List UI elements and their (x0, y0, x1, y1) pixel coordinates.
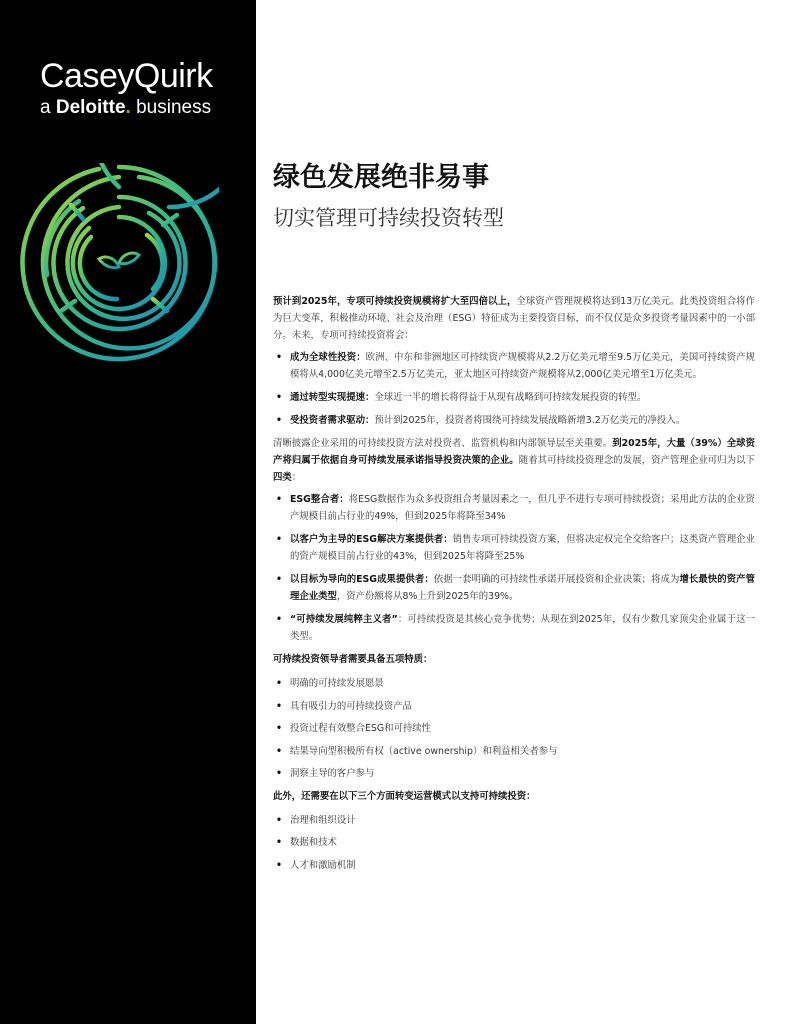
maze-sprout-illustration (19, 163, 219, 363)
list-item: • 成为全球性投资：欧洲、中东和非洲地区可持续资产规模将从2.2万亿美元增至9.5万亿美元，美国可持续资产规模将从4,000亿美元增至2.5万亿美元，亚太地区可持续资产规模将从2,000亿美元增至1万亿美元。 (273, 349, 755, 383)
list-item: • 人才和激励机制 (273, 857, 755, 874)
list-item: • 洞察主导的客户参与 (273, 765, 755, 782)
page-title: 绿色发展绝非易事 (273, 162, 489, 193)
list-item: • 受投资者需求驱动：预计到2025年，投资者将围绕可持续发展战略新增3.2万亿美元的净投入。 (273, 412, 755, 429)
leader-traits-list (273, 675, 755, 782)
categories-intro-paragraph: 清晰披露企业采用的可持续投资方法对投资者、监管机构和内部领导层至关重要。到2025年，大量（39%）全球资产将归属于依据自身可持续发展承诺指导投资决策的企业。随着其可持续投资理念的发展，资产管理企业可归为以下四类： (273, 438, 755, 483)
leaders-heading: 可持续投资领导者需要具备五项特质： (273, 654, 433, 665)
list-item: • ESG整合者：将ESG数据作为众多投资组合考量因素之一，但几乎不进行专项可持续投资；采用此方法的企业资产规模目前占行业的49%，但到2025年将降至34% (273, 491, 755, 525)
list-item: • 明确的可持续发展愿景 (273, 675, 755, 692)
list-item: • 具有吸引力的可持续投资产品 (273, 698, 755, 715)
sidebar-panel (0, 0, 256, 1024)
brand-logo-tagline: a Deloitte. business (40, 97, 212, 118)
list-item: • 通过转型实现提速：全球近一半的增长将得益于从现有战略到可持续发展投资的转型。 (273, 389, 755, 406)
brand-logo-name: CaseyQuirk (40, 57, 213, 95)
category-list (273, 491, 755, 645)
list-item: • 以客户为主导的ESG解决方案提供者：销售专项可持续投资方案，但将决定权完全交给客户；这类资产管理企业的资产规模目前占行业的43%，但到2025年将降至25% (273, 531, 755, 565)
page-subtitle: 切实管理可持续投资转型 (273, 206, 504, 230)
operations-list (273, 812, 755, 874)
list-item: • “可持续发展纯粹主义者”：可持续投资是其核心竞争优势；从现在到2025年，仅有少数几家顶尖企业属于这一类型。 (273, 611, 755, 645)
article-body (273, 293, 755, 879)
list-item: • 治理和组织设计 (273, 812, 755, 829)
list-item: • 结果导向型积极所有权（active ownership）和利益相关者参与 (273, 743, 755, 760)
intro-paragraph: 预计到2025年，专项可持续投资规模将扩大至四倍以上，全球资产管理规模将达到13万亿美元。此类投资组合将作为巨大变革，积极推动环境、社会及治理（ESG）特征成为主要投资目标，而不仅仅是众多投资考量因素中的一小部分。未来，专项可持续投资将会： (273, 296, 755, 341)
trend-list (273, 349, 755, 429)
operations-heading: 此外，还需要在以下三个方面转变运营模式以支持可持续投资： (273, 790, 536, 802)
list-item: • 以目标为导向的ESG成果提供者：依据一套明确的可持续性承诺开展投资和企业决策；将成为增长最快的资产管理企业类型，资产份额将从8%上升到2025年的39%。 (273, 571, 755, 605)
list-item: • 投资过程有效整合ESG和可持续性 (273, 720, 755, 737)
list-item: • 数据和技术 (273, 834, 755, 851)
